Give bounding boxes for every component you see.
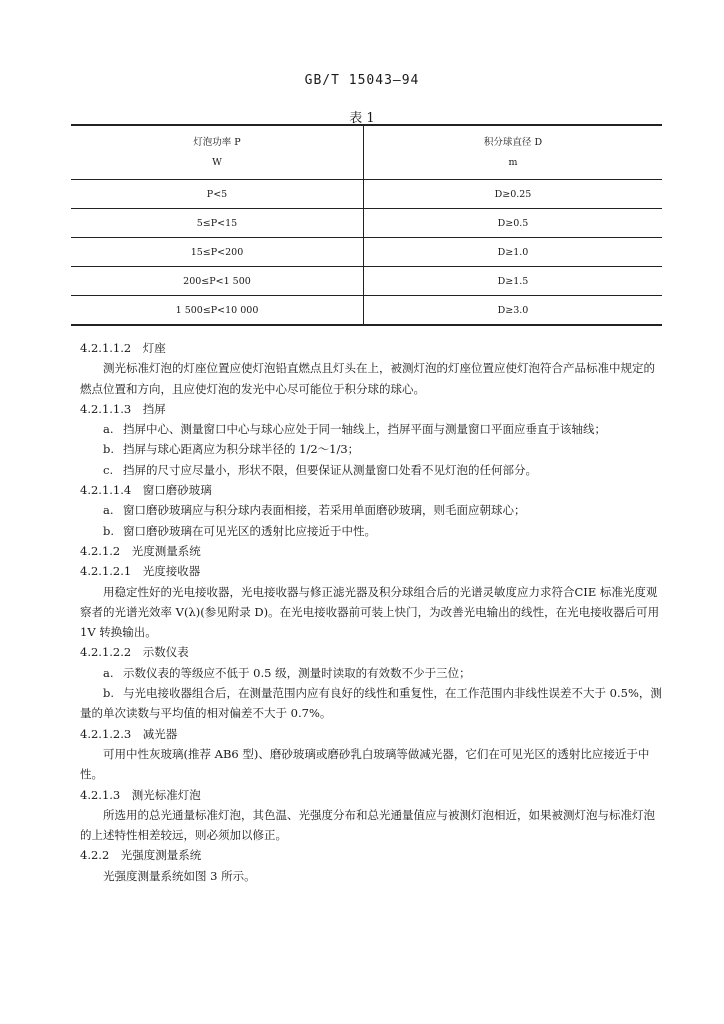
table-row xyxy=(71,296,662,326)
list-item xyxy=(80,419,665,439)
list-item xyxy=(80,683,665,724)
list-item xyxy=(80,460,665,480)
lamp-sphere-table xyxy=(71,124,662,326)
col2-title: 积分球直径 D xyxy=(483,136,543,148)
section-heading: 4.2.1.1.2 灯座 xyxy=(80,341,166,355)
list-item xyxy=(80,439,665,459)
table-row xyxy=(71,209,662,238)
section-heading: 4.2.1.1.3 挡屏 xyxy=(80,401,166,416)
list-item xyxy=(80,663,665,683)
list-label: a. xyxy=(103,422,114,437)
section-heading: 4.2.2 光强度测量系统 xyxy=(80,848,202,863)
list-label: c. xyxy=(103,462,114,477)
standard-header: GB/T 15043—94 xyxy=(304,73,420,88)
paragraph: 测光标准灯泡的灯座位置应使灯泡铅直燃点且灯头在上，被测灯泡的灯座位置应使灯泡符合产品标准中规定的燃点位置和方向，且应使灯泡的发光中心尽可能位于积分球的球心。 xyxy=(80,361,655,396)
list-label: b. xyxy=(103,442,115,457)
col1-unit: W xyxy=(212,156,222,168)
paragraph: 可用中性灰玻璃(推荐 AB6 型)、磨砂玻璃或磨砂乳白玻璃等做减光器，它们在可见光区的透射比应接近于中性。 xyxy=(80,746,650,782)
list-label: a. xyxy=(103,665,114,680)
col2-header xyxy=(364,125,663,180)
section-heading: 4.2.1.1.4 窗口磨砂玻璃 xyxy=(80,483,212,498)
power-cell: 15≤P<200 xyxy=(71,238,364,267)
list-item xyxy=(80,521,665,541)
list-text: 窗口磨砂玻璃在可见光区的透射比应接近于中性。 xyxy=(123,523,376,538)
diameter-cell: D≥0.25 xyxy=(364,180,663,209)
list-item xyxy=(80,500,665,520)
list-label: b. xyxy=(103,523,115,538)
diameter-cell: D≥1.5 xyxy=(364,267,663,296)
section-heading: 4.2.1.2.2 示数仪表 xyxy=(80,645,189,660)
list-label: a. xyxy=(103,503,114,518)
table-row xyxy=(71,267,662,296)
list-text: 挡屏的尺寸应尽量小，形状不限，但要保证从测量窗口处看不见灯泡的任何部分。 xyxy=(123,462,537,477)
power-cell: P<5 xyxy=(71,180,364,209)
list-text: 示数仪表的等级应不低于 0.5 级，测量时读取的有效数不少于三位； xyxy=(123,665,471,680)
power-cell: 5≤P<15 xyxy=(71,209,364,238)
list-text: 窗口磨砂玻璃应与积分球内表面相接，若采用单面磨砂玻璃，则毛面应朝球心； xyxy=(123,503,526,518)
diameter-cell: D≥1.0 xyxy=(364,238,663,267)
table-row xyxy=(71,180,662,209)
section-heading: 4.2.1.2.3 减光器 xyxy=(80,726,178,741)
list-text: 与光电接收器组合后，在测量范围内应有良好的线性和重复性，在工作范围内非线性误差不大于 0.5%，测量的单次读数与平均值的相对偏差不大于 0.7%。 xyxy=(80,686,662,721)
paragraph: 光强度测量系统如图 3 所示。 xyxy=(103,868,256,883)
power-cell: 200≤P<1 500 xyxy=(71,267,364,296)
col1-title: 灯泡功率 P xyxy=(193,136,241,148)
section-heading: 4.2.1.2.1 光度接收器 xyxy=(80,564,201,579)
list-text: 挡屏中心、测量窗口中心与球心应处于同一轴线上，挡屏平面与测量窗口平面应垂直于该轴线； xyxy=(123,422,606,437)
table-caption: 表 1 xyxy=(349,111,375,126)
table-header-row xyxy=(71,125,662,180)
table-row xyxy=(71,238,662,267)
col1-header xyxy=(71,125,364,180)
section-heading: 4.2.1.2 光度测量系统 xyxy=(80,543,201,558)
list-label: b. xyxy=(103,686,115,701)
diameter-cell: D≥0.5 xyxy=(364,209,663,238)
paragraph: 所选用的总光通量标准灯泡，其色温、光强度分布和总光通量值应与被测灯泡相近，如果被测灯泡与标准灯泡的上述特性相差较远，则必须加以修正。 xyxy=(80,807,655,843)
document-body xyxy=(80,338,665,886)
diameter-cell: D≥3.0 xyxy=(364,296,663,326)
power-cell: 1 500≤P<10 000 xyxy=(71,296,364,326)
section-heading: 4.2.1.3 测光标准灯泡 xyxy=(80,787,201,802)
col2-unit: m xyxy=(508,156,518,168)
list-text: 挡屏与球心距离应为积分球半径的 1/2～1/3； xyxy=(123,442,360,457)
paragraph: 用稳定性好的光电接收器，光电接收器与修正滤光器及积分球组合后的光谱灵敏度应力求符合CIE 标准光度观察者的光谱光效率 V(λ)(参见附录 D)。在光电接收器前可装上快门，为改善光电输出的线性，在光电接收器后可用 1V 转换输出。 xyxy=(80,584,660,640)
